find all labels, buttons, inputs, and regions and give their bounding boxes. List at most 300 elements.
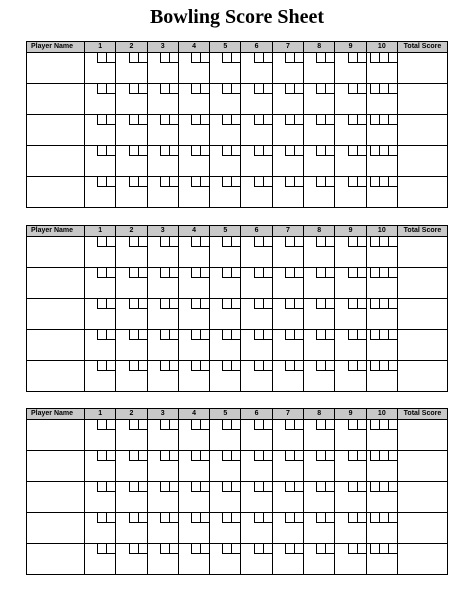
- frame-cell[interactable]: [210, 237, 241, 268]
- roll-box[interactable]: [294, 482, 303, 492]
- frame-cell[interactable]: [335, 482, 366, 513]
- roll-box[interactable]: [191, 544, 200, 554]
- frame-cell[interactable]: [116, 513, 147, 544]
- roll-box[interactable]: [388, 451, 397, 461]
- roll-box[interactable]: [348, 361, 357, 371]
- roll-box[interactable]: [254, 146, 263, 156]
- frame-cell[interactable]: [272, 513, 303, 544]
- frame-cell[interactable]: [241, 115, 272, 146]
- roll-box[interactable]: [325, 84, 334, 94]
- roll-box[interactable]: [191, 299, 200, 309]
- roll-box[interactable]: [200, 451, 209, 461]
- frame-cell[interactable]: [366, 451, 397, 482]
- roll-box[interactable]: [294, 451, 303, 461]
- frame-cell[interactable]: [116, 268, 147, 299]
- roll-box[interactable]: [379, 237, 388, 247]
- total-score-cell[interactable]: [397, 544, 447, 575]
- roll-box[interactable]: [379, 420, 388, 430]
- roll-box[interactable]: [388, 299, 397, 309]
- roll-box[interactable]: [200, 330, 209, 340]
- roll-box[interactable]: [97, 451, 106, 461]
- frame-cell[interactable]: [335, 146, 366, 177]
- roll-box[interactable]: [160, 237, 169, 247]
- frame-cell[interactable]: [178, 299, 209, 330]
- roll-box[interactable]: [106, 84, 115, 94]
- roll-box[interactable]: [348, 177, 357, 187]
- total-score-cell[interactable]: [397, 513, 447, 544]
- frame-cell[interactable]: [85, 299, 116, 330]
- roll-box[interactable]: [191, 451, 200, 461]
- roll-box[interactable]: [263, 84, 272, 94]
- roll-box[interactable]: [138, 237, 147, 247]
- roll-box[interactable]: [169, 482, 178, 492]
- roll-box[interactable]: [316, 451, 325, 461]
- roll-box[interactable]: [200, 268, 209, 278]
- frame-cell[interactable]: [241, 299, 272, 330]
- roll-box[interactable]: [138, 451, 147, 461]
- roll-box[interactable]: [97, 513, 106, 523]
- frame-cell[interactable]: [272, 361, 303, 392]
- frame-cell[interactable]: [210, 268, 241, 299]
- frame-cell[interactable]: [335, 513, 366, 544]
- roll-box[interactable]: [325, 513, 334, 523]
- roll-box[interactable]: [316, 115, 325, 125]
- roll-box[interactable]: [316, 53, 325, 63]
- roll-box[interactable]: [285, 146, 294, 156]
- frame-cell[interactable]: [147, 237, 178, 268]
- frame-cell[interactable]: [304, 299, 335, 330]
- roll-box[interactable]: [294, 237, 303, 247]
- roll-box[interactable]: [379, 330, 388, 340]
- roll-box[interactable]: [316, 237, 325, 247]
- frame-cell[interactable]: [116, 299, 147, 330]
- frame-cell[interactable]: [178, 268, 209, 299]
- roll-box[interactable]: [379, 53, 388, 63]
- roll-box[interactable]: [379, 299, 388, 309]
- roll-box[interactable]: [169, 420, 178, 430]
- roll-box[interactable]: [160, 299, 169, 309]
- frame-cell[interactable]: [366, 544, 397, 575]
- roll-box[interactable]: [294, 544, 303, 554]
- roll-box[interactable]: [231, 177, 240, 187]
- roll-box[interactable]: [231, 361, 240, 371]
- roll-box[interactable]: [285, 330, 294, 340]
- roll-box[interactable]: [379, 177, 388, 187]
- roll-box[interactable]: [138, 53, 147, 63]
- roll-box[interactable]: [325, 420, 334, 430]
- frame-cell[interactable]: [304, 361, 335, 392]
- frame-cell[interactable]: [178, 544, 209, 575]
- roll-box[interactable]: [263, 513, 272, 523]
- roll-box[interactable]: [169, 53, 178, 63]
- roll-box[interactable]: [388, 513, 397, 523]
- frame-cell[interactable]: [178, 451, 209, 482]
- roll-box[interactable]: [325, 177, 334, 187]
- roll-box[interactable]: [263, 268, 272, 278]
- roll-box[interactable]: [325, 482, 334, 492]
- frame-cell[interactable]: [85, 420, 116, 451]
- frame-cell[interactable]: [116, 420, 147, 451]
- roll-box[interactable]: [370, 299, 379, 309]
- frame-cell[interactable]: [241, 268, 272, 299]
- roll-box[interactable]: [370, 177, 379, 187]
- roll-box[interactable]: [254, 53, 263, 63]
- roll-box[interactable]: [222, 451, 231, 461]
- frame-cell[interactable]: [335, 115, 366, 146]
- roll-box[interactable]: [388, 544, 397, 554]
- roll-box[interactable]: [129, 53, 138, 63]
- roll-box[interactable]: [160, 420, 169, 430]
- frame-cell[interactable]: [272, 420, 303, 451]
- roll-box[interactable]: [325, 451, 334, 461]
- roll-box[interactable]: [294, 146, 303, 156]
- roll-box[interactable]: [191, 361, 200, 371]
- roll-box[interactable]: [357, 53, 366, 63]
- roll-box[interactable]: [138, 482, 147, 492]
- roll-box[interactable]: [370, 237, 379, 247]
- roll-box[interactable]: [160, 53, 169, 63]
- roll-box[interactable]: [254, 513, 263, 523]
- frame-cell[interactable]: [85, 146, 116, 177]
- roll-box[interactable]: [263, 146, 272, 156]
- roll-box[interactable]: [285, 544, 294, 554]
- roll-box[interactable]: [191, 84, 200, 94]
- frame-cell[interactable]: [147, 513, 178, 544]
- roll-box[interactable]: [129, 544, 138, 554]
- frame-cell[interactable]: [241, 84, 272, 115]
- roll-box[interactable]: [348, 420, 357, 430]
- player-name-cell[interactable]: [27, 544, 85, 575]
- frame-cell[interactable]: [147, 451, 178, 482]
- roll-box[interactable]: [357, 177, 366, 187]
- frame-cell[interactable]: [366, 420, 397, 451]
- frame-cell[interactable]: [304, 268, 335, 299]
- roll-box[interactable]: [138, 268, 147, 278]
- roll-box[interactable]: [138, 299, 147, 309]
- roll-box[interactable]: [370, 482, 379, 492]
- roll-box[interactable]: [316, 482, 325, 492]
- roll-box[interactable]: [379, 482, 388, 492]
- frame-cell[interactable]: [178, 237, 209, 268]
- roll-box[interactable]: [129, 299, 138, 309]
- total-score-cell[interactable]: [397, 451, 447, 482]
- roll-box[interactable]: [138, 513, 147, 523]
- roll-box[interactable]: [285, 482, 294, 492]
- frame-cell[interactable]: [366, 513, 397, 544]
- frame-cell[interactable]: [241, 361, 272, 392]
- frame-cell[interactable]: [210, 53, 241, 84]
- frame-cell[interactable]: [147, 299, 178, 330]
- roll-box[interactable]: [106, 299, 115, 309]
- roll-box[interactable]: [169, 177, 178, 187]
- roll-box[interactable]: [129, 268, 138, 278]
- frame-cell[interactable]: [116, 361, 147, 392]
- roll-box[interactable]: [231, 544, 240, 554]
- roll-box[interactable]: [231, 451, 240, 461]
- frame-cell[interactable]: [335, 84, 366, 115]
- frame-cell[interactable]: [241, 420, 272, 451]
- roll-box[interactable]: [106, 482, 115, 492]
- roll-box[interactable]: [285, 513, 294, 523]
- roll-box[interactable]: [129, 84, 138, 94]
- roll-box[interactable]: [222, 146, 231, 156]
- roll-box[interactable]: [370, 84, 379, 94]
- roll-box[interactable]: [348, 451, 357, 461]
- roll-box[interactable]: [97, 115, 106, 125]
- roll-box[interactable]: [97, 237, 106, 247]
- frame-cell[interactable]: [178, 115, 209, 146]
- roll-box[interactable]: [222, 177, 231, 187]
- frame-cell[interactable]: [116, 330, 147, 361]
- roll-box[interactable]: [97, 177, 106, 187]
- roll-box[interactable]: [106, 268, 115, 278]
- roll-box[interactable]: [263, 482, 272, 492]
- roll-box[interactable]: [285, 268, 294, 278]
- player-name-cell[interactable]: [27, 361, 85, 392]
- total-score-cell[interactable]: [397, 84, 447, 115]
- roll-box[interactable]: [263, 361, 272, 371]
- frame-cell[interactable]: [178, 84, 209, 115]
- roll-box[interactable]: [222, 482, 231, 492]
- frame-cell[interactable]: [335, 53, 366, 84]
- frame-cell[interactable]: [335, 330, 366, 361]
- roll-box[interactable]: [388, 237, 397, 247]
- roll-box[interactable]: [129, 177, 138, 187]
- roll-box[interactable]: [200, 482, 209, 492]
- frame-cell[interactable]: [335, 361, 366, 392]
- total-score-cell[interactable]: [397, 115, 447, 146]
- roll-box[interactable]: [285, 177, 294, 187]
- player-name-cell[interactable]: [27, 177, 85, 208]
- total-score-cell[interactable]: [397, 420, 447, 451]
- roll-box[interactable]: [231, 420, 240, 430]
- roll-box[interactable]: [316, 177, 325, 187]
- roll-box[interactable]: [222, 237, 231, 247]
- roll-box[interactable]: [138, 420, 147, 430]
- roll-box[interactable]: [370, 420, 379, 430]
- roll-box[interactable]: [169, 84, 178, 94]
- frame-cell[interactable]: [116, 115, 147, 146]
- frame-cell[interactable]: [85, 237, 116, 268]
- roll-box[interactable]: [316, 420, 325, 430]
- roll-box[interactable]: [263, 237, 272, 247]
- roll-box[interactable]: [222, 420, 231, 430]
- roll-box[interactable]: [106, 451, 115, 461]
- total-score-cell[interactable]: [397, 53, 447, 84]
- total-score-cell[interactable]: [397, 237, 447, 268]
- frame-cell[interactable]: [178, 513, 209, 544]
- frame-cell[interactable]: [85, 544, 116, 575]
- frame-cell[interactable]: [335, 268, 366, 299]
- roll-box[interactable]: [129, 146, 138, 156]
- frame-cell[interactable]: [210, 330, 241, 361]
- roll-box[interactable]: [169, 330, 178, 340]
- roll-box[interactable]: [357, 237, 366, 247]
- player-name-cell[interactable]: [27, 84, 85, 115]
- roll-box[interactable]: [97, 84, 106, 94]
- frame-cell[interactable]: [85, 115, 116, 146]
- roll-box[interactable]: [231, 268, 240, 278]
- roll-box[interactable]: [200, 177, 209, 187]
- roll-box[interactable]: [200, 513, 209, 523]
- roll-box[interactable]: [222, 330, 231, 340]
- frame-cell[interactable]: [116, 451, 147, 482]
- total-score-cell[interactable]: [397, 330, 447, 361]
- roll-box[interactable]: [129, 513, 138, 523]
- frame-cell[interactable]: [116, 146, 147, 177]
- frame-cell[interactable]: [178, 482, 209, 513]
- roll-box[interactable]: [160, 361, 169, 371]
- roll-box[interactable]: [388, 361, 397, 371]
- roll-box[interactable]: [231, 115, 240, 125]
- frame-cell[interactable]: [304, 177, 335, 208]
- frame-cell[interactable]: [272, 237, 303, 268]
- roll-box[interactable]: [285, 420, 294, 430]
- roll-box[interactable]: [388, 420, 397, 430]
- frame-cell[interactable]: [366, 84, 397, 115]
- roll-box[interactable]: [263, 299, 272, 309]
- frame-cell[interactable]: [272, 482, 303, 513]
- frame-cell[interactable]: [304, 330, 335, 361]
- roll-box[interactable]: [231, 482, 240, 492]
- roll-box[interactable]: [357, 544, 366, 554]
- roll-box[interactable]: [348, 146, 357, 156]
- roll-box[interactable]: [325, 544, 334, 554]
- frame-cell[interactable]: [147, 361, 178, 392]
- roll-box[interactable]: [222, 544, 231, 554]
- frame-cell[interactable]: [335, 420, 366, 451]
- roll-box[interactable]: [169, 361, 178, 371]
- roll-box[interactable]: [191, 268, 200, 278]
- roll-box[interactable]: [160, 268, 169, 278]
- roll-box[interactable]: [316, 513, 325, 523]
- frame-cell[interactable]: [366, 177, 397, 208]
- roll-box[interactable]: [160, 330, 169, 340]
- frame-cell[interactable]: [304, 146, 335, 177]
- roll-box[interactable]: [388, 268, 397, 278]
- player-name-cell[interactable]: [27, 451, 85, 482]
- frame-cell[interactable]: [304, 115, 335, 146]
- player-name-cell[interactable]: [27, 299, 85, 330]
- roll-box[interactable]: [388, 177, 397, 187]
- roll-box[interactable]: [160, 513, 169, 523]
- roll-box[interactable]: [325, 268, 334, 278]
- roll-box[interactable]: [294, 299, 303, 309]
- roll-box[interactable]: [263, 330, 272, 340]
- total-score-cell[interactable]: [397, 177, 447, 208]
- frame-cell[interactable]: [147, 268, 178, 299]
- roll-box[interactable]: [263, 420, 272, 430]
- roll-box[interactable]: [388, 146, 397, 156]
- frame-cell[interactable]: [178, 177, 209, 208]
- frame-cell[interactable]: [335, 299, 366, 330]
- roll-box[interactable]: [357, 146, 366, 156]
- roll-box[interactable]: [97, 482, 106, 492]
- roll-box[interactable]: [294, 420, 303, 430]
- roll-box[interactable]: [348, 237, 357, 247]
- roll-box[interactable]: [379, 146, 388, 156]
- roll-box[interactable]: [191, 482, 200, 492]
- roll-box[interactable]: [325, 330, 334, 340]
- frame-cell[interactable]: [116, 53, 147, 84]
- roll-box[interactable]: [388, 330, 397, 340]
- frame-cell[interactable]: [178, 420, 209, 451]
- roll-box[interactable]: [316, 268, 325, 278]
- roll-box[interactable]: [285, 115, 294, 125]
- roll-box[interactable]: [294, 513, 303, 523]
- frame-cell[interactable]: [272, 544, 303, 575]
- frame-cell[interactable]: [304, 513, 335, 544]
- roll-box[interactable]: [357, 420, 366, 430]
- frame-cell[interactable]: [178, 146, 209, 177]
- roll-box[interactable]: [222, 299, 231, 309]
- roll-box[interactable]: [254, 177, 263, 187]
- roll-box[interactable]: [231, 299, 240, 309]
- roll-box[interactable]: [254, 451, 263, 461]
- frame-cell[interactable]: [335, 177, 366, 208]
- roll-box[interactable]: [316, 146, 325, 156]
- roll-box[interactable]: [370, 268, 379, 278]
- frame-cell[interactable]: [85, 361, 116, 392]
- frame-cell[interactable]: [85, 84, 116, 115]
- frame-cell[interactable]: [116, 237, 147, 268]
- total-score-cell[interactable]: [397, 268, 447, 299]
- frame-cell[interactable]: [147, 330, 178, 361]
- frame-cell[interactable]: [241, 451, 272, 482]
- roll-box[interactable]: [200, 115, 209, 125]
- roll-box[interactable]: [97, 299, 106, 309]
- roll-box[interactable]: [200, 53, 209, 63]
- roll-box[interactable]: [231, 146, 240, 156]
- frame-cell[interactable]: [116, 482, 147, 513]
- roll-box[interactable]: [97, 268, 106, 278]
- roll-box[interactable]: [200, 237, 209, 247]
- roll-box[interactable]: [169, 268, 178, 278]
- roll-box[interactable]: [97, 146, 106, 156]
- roll-box[interactable]: [222, 115, 231, 125]
- frame-cell[interactable]: [210, 482, 241, 513]
- frame-cell[interactable]: [210, 115, 241, 146]
- roll-box[interactable]: [357, 299, 366, 309]
- frame-cell[interactable]: [210, 84, 241, 115]
- frame-cell[interactable]: [241, 237, 272, 268]
- roll-box[interactable]: [379, 115, 388, 125]
- roll-box[interactable]: [191, 177, 200, 187]
- roll-box[interactable]: [200, 84, 209, 94]
- roll-box[interactable]: [231, 513, 240, 523]
- roll-box[interactable]: [357, 330, 366, 340]
- roll-box[interactable]: [370, 330, 379, 340]
- roll-box[interactable]: [97, 544, 106, 554]
- roll-box[interactable]: [348, 544, 357, 554]
- roll-box[interactable]: [294, 115, 303, 125]
- roll-box[interactable]: [254, 115, 263, 125]
- roll-box[interactable]: [370, 451, 379, 461]
- roll-box[interactable]: [285, 237, 294, 247]
- frame-cell[interactable]: [85, 513, 116, 544]
- roll-box[interactable]: [254, 420, 263, 430]
- roll-box[interactable]: [388, 115, 397, 125]
- frame-cell[interactable]: [366, 482, 397, 513]
- roll-box[interactable]: [160, 115, 169, 125]
- frame-cell[interactable]: [210, 420, 241, 451]
- roll-box[interactable]: [325, 115, 334, 125]
- roll-box[interactable]: [263, 544, 272, 554]
- roll-box[interactable]: [348, 115, 357, 125]
- roll-box[interactable]: [370, 115, 379, 125]
- frame-cell[interactable]: [210, 544, 241, 575]
- frame-cell[interactable]: [85, 177, 116, 208]
